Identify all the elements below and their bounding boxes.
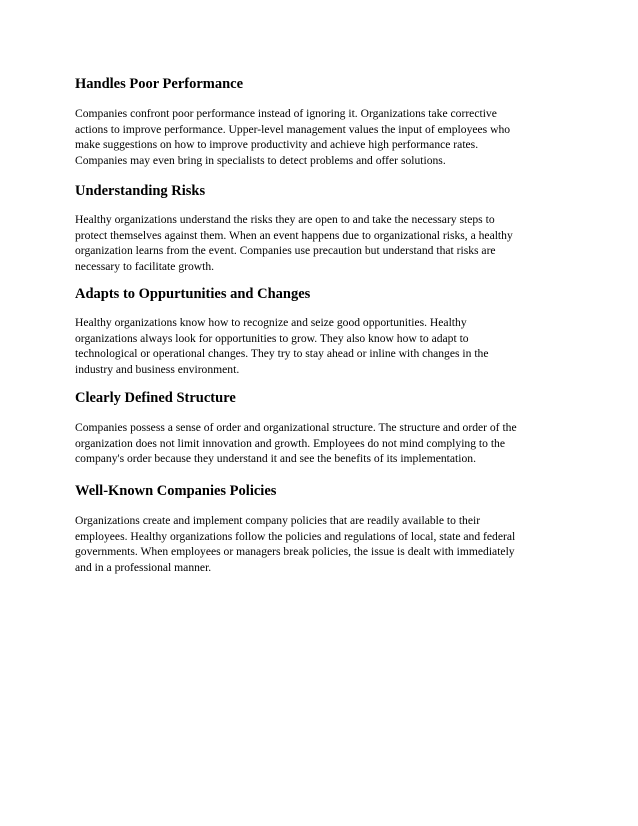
section-heading: Adapts to Oppurtunities and Changes (75, 286, 311, 302)
section-paragraph (75, 315, 565, 377)
section-paragraph (75, 513, 565, 575)
paragraph-line: organization does not limit innovation and growth. Employees do not mind complying to the (75, 436, 505, 450)
section-well-known-policies (75, 482, 565, 575)
section-adapts-to-opportunities (75, 285, 565, 377)
section-understanding-risks (75, 182, 565, 274)
section-paragraph (75, 420, 565, 467)
paragraph-line: organizations always look for opportunities to grow. They also know how to adapt to (75, 331, 469, 345)
section-heading: Handles Poor Performance (75, 76, 244, 92)
section-clearly-defined-structure (75, 389, 565, 467)
section-handles-poor-performance (75, 75, 565, 168)
paragraph-line: industry and business environment. (75, 362, 240, 376)
section-heading: Well-Known Companies Policies (75, 483, 277, 499)
paragraph-line: employees. Healthy organizations follow the policies and regulations of local, state and federal (75, 529, 516, 543)
section-paragraph (75, 106, 565, 168)
paragraph-line: Healthy organizations know how to recognize and seize good opportunities. Healthy (75, 316, 467, 329)
paragraph-line: Healthy organizations understand the risks they are open to and take the necessary steps to (75, 213, 495, 226)
section-heading: Understanding Risks (75, 183, 206, 199)
section-heading: Clearly Defined Structure (75, 390, 236, 406)
paragraph-line: Organizations create and implement company policies that are readily available to their (75, 514, 481, 527)
paragraph-line: Companies possess a sense of order and organizational structure. The structure and order of the (75, 421, 517, 434)
paragraph-line: protect themselves against them. When an event happens due to organizational risks, a healthy (75, 228, 513, 242)
paragraph-line: necessary to facilitate growth. (75, 259, 215, 273)
section-paragraph (75, 212, 565, 274)
paragraph-line: company's order because they understand it and see the benefits of its implementation. (75, 452, 476, 465)
paragraph-line: and in a professional manner. (75, 560, 212, 574)
paragraph-line: governments. When employees or managers break policies, the issue is dealt with immediately (75, 545, 515, 558)
paragraph-line: Companies confront poor performance instead of ignoring it. Organizations take corrective (75, 107, 497, 120)
paragraph-line: make suggestions on how to improve productivity and achieve high performance rates. (75, 138, 479, 151)
paragraph-line: organization learns from the event. Companies use precaution but understand that risks are (75, 244, 496, 257)
paragraph-line: technological or operational changes. They try to stay ahead or inline with changes in the (75, 347, 489, 360)
paragraph-line: Companies may even bring in specialists to detect problems and offer solutions. (75, 153, 446, 167)
paragraph-line: actions to improve performance. Upper-level management values the input of employees who (75, 122, 511, 136)
